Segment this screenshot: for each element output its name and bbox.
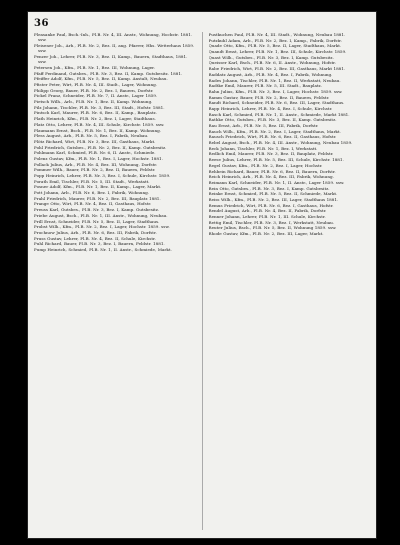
- directory-entry: Rehbein Richard, Bauer, Pl.B. Nr. 6, Bez. II, Bauern, Dorfstr.: [208, 168, 336, 174]
- directory-entry: Pleisener Joh., Arb., Pl.B. Nr. 2, Bez. II, ang. Pfarrer, Hhs. Wetterhaus 1859. ssw.: [34, 42, 195, 54]
- directory-entry: Posner Adolf, Kfm., Pl.B. Nr. 1, Bez. II, Kamp., Lager, Markt.: [34, 184, 162, 190]
- directory-entry: Rettig Emil, Tischler, Pl.B. Nr. 3, Bez. I, Werkstatt, Neubau.: [208, 219, 335, 225]
- directory-entry: Plaumann Ernst, Bsch., Pl.B. Nr. 1, Bez. II, Kamp. Wohnung.: [34, 127, 162, 133]
- directory-entry: Pfaff Ferdinand, Gutsbes., Pl.B. Nr. 3, Bez. II, Kamp. Gutsbesitz. 1881.: [34, 70, 183, 76]
- directory-entry: Prochnow Julius, Arb., Pl.B. Nr. 6, Bez. III, Fabrik, Dorfstr.: [34, 229, 157, 235]
- directory-entry: Rahn Julius, Kfm., Pl.B. Nr. 3, Bez. I, Lager, Hochstr. 1859. ssw.: [208, 88, 343, 94]
- directory-entry: Rein Otto, Gutsbes., Pl.B. Nr. 3, Bez. I, Kamp. Gutsbesitz.: [208, 185, 330, 191]
- directory-entry: Pilz Johann, Tischler, Pl.B. Nr. 3, Bez. III, Stadt., Hofstr. 1881.: [34, 104, 165, 110]
- directory-entry: Puhl Richard, Bauer, Pl.B. Nr. 3, Bez. I, Bauern, Feldstr. 1881.: [34, 241, 165, 247]
- directory-entry: Pruss Gustav, Lehrer, Pl.B. Nr. 4, Bez. II, Schule, Kirchstr.: [34, 235, 156, 241]
- directory-entry: Reinke Ernst, Schmied, Pl.B. Nr. 5, Bez. II, Schmiede, Markt.: [208, 191, 338, 197]
- directory-entry: Raddatz August, Arb., Pl.B. Nr. 4, Bez. I, Fabrik, Wohnung.: [208, 71, 333, 77]
- directory-entry: Platz Otto, Lehrer, Pl.B. Nr. 4, III. Schule, Kirchstr. 1859. ssw.: [34, 121, 165, 127]
- directory-entry: Pintsch Karl, Maurer, Pl.B. Nr. 6, Bez. II, Kamp., Bauplatz.: [34, 110, 157, 116]
- directory-entry: Rasch Karl, Schmied, Pl.B. Nr. 1, II. Anstr., Schmiede, Markt 1881.: [208, 111, 350, 117]
- directory-entry: Reimann Karl, Schneider, Pl.B. Nr. 1, II. Anstr., Lager 1859. ssw.: [208, 179, 345, 185]
- directory-entry: Rathke Otto, Gutsbes., Pl.B. Nr. 3, Bez. II, Kamp. Gutsbesitz.: [208, 117, 337, 123]
- directory-entry: Quade Otto, Kfm., Pl.B. Nr. 5, Bez. II, Lager, Stadthaus, Markt.: [208, 43, 342, 49]
- directory-entry: Quandt Ernst, Lehrer, Pl.B. Nr. 1, Bez. III, Schule, Kirchstr. 1859.: [208, 49, 347, 55]
- directory-entry: Popp Heinrich, Lehrer, Pl.B. Nr. 3, Bez. I, Schule, Kirchstr. 1859.: [34, 173, 171, 179]
- document-page: [28, 12, 376, 538]
- directory-entry: Ramm Gustav, Bauer, Pl.B. Nr. 2, Bez. II, Bauern, Feldstr.: [208, 94, 330, 100]
- directory-entry: Pollack Julius, Arb., Pl.B. Nr. 4, Bez. III, Wohnung, Dorfstr.: [34, 161, 158, 167]
- directory-entry: Plötz Richard, Wirt, Pl.B. Nr. 3, Bez. III, Gasthaus, Markt.: [34, 138, 156, 144]
- directory-entry: Rau Ernst, Arb., Pl.B. Nr. 5, Bez. III, Fabrik, Dorfstr.: [208, 123, 319, 128]
- column-divider: [202, 32, 203, 530]
- directory-entry: Reck Johann, Tischler, Pl.B. Nr. 1, Bez. I, Werkstatt.: [208, 145, 318, 151]
- directory-entry: Rauch Wilh., Kfm., Pl.B. Nr. 2, Bez. I, Lager, Stadthaus, Markt.: [208, 128, 341, 134]
- directory-entry: Rendel August, Arb., Pl.B. Nr. 4, Bez. II, Fabrik, Dorfstr.: [208, 208, 327, 214]
- directory-entry: Randt Richard, Schneider, Pl.B. Nr. 6, Bez. III, Lager, Stadthaus.: [208, 100, 345, 106]
- right-column: [209, 32, 371, 530]
- directory-entry: Priebe August, Bsch., Pl.B. Nr. 1, III. Anstr., Wohnung, Neubau.: [34, 212, 168, 218]
- directory-entry: Quast Wilh., Gutsbes., Pl.B. Nr. 3, Bez. I, Kamp. Gutsbesitz.: [208, 54, 334, 60]
- directory-entry: Pohl Friedrich, Gutsbes., Pl.B. Nr. 2, Bez. II, Kamp. Gutsbesitz.: [34, 144, 167, 150]
- directory-entry: Polenz Gustav, Kfm., Pl.B. Nr. 1, Bez. I, Lager, Hochstr. 1881.: [34, 155, 163, 161]
- directory-entry: Pfister Peter, Wirt, Pl.B. Nr. 4, III. Stadt., Lager, Wohnung.: [34, 82, 158, 88]
- directory-entry: Rabe Friedrich, Wirt, Pl.B. Nr. 2, Bez. III, Gasthaus, Markt 1881.: [208, 66, 346, 72]
- directory-columns: [34, 32, 370, 530]
- page-number: 36: [34, 18, 49, 29]
- directory-entry: Pohlmann Karl, Schmied, Pl.B. Nr. 6, II. Anstr., Schmiede.: [34, 150, 156, 156]
- directory-entry: Plath Heinrich, Kfm., Pl.B. Nr. 2, Bez. I, Lager, Stadthaus.: [34, 116, 156, 122]
- directory-entry: Rhode Gustav, Kfm., Pl.B. Nr. 2, Bez. III, Lager, Markt.: [208, 231, 324, 237]
- directory-entry: Pleasanke Paul, Bsch.-Inh., Pl.B. Nr. 4, III. Anstr., Wohnung, Hochstr. 1881. ssw.: [34, 32, 193, 43]
- directory-entry: Prill Ernst, Schneider, Pl.B. Nr. 5, Bez. II, Lager, Stadthaus.: [34, 218, 160, 224]
- directory-entry: Regel Gustav, Kfm., Pl.B. Nr. 2, Bez. I, Lager, Hochstr.: [208, 162, 323, 168]
- directory-entry: Remus Friedrich, Wirt, Pl.B. Nr. 6, Bez. I, Gasthaus, Hofstr.: [208, 202, 334, 208]
- directory-entry: Pless August, Arb., Pl.B. Nr. 5, Bez. I, Fabrik, Neubau.: [34, 133, 149, 139]
- directory-entry: Philipp Georg, Bauer, Pl.B. Nr. 2, Bez. I, Bauern, Dorfstr.: [34, 87, 154, 93]
- directory-entry: Pfeiffer Adolf, Kfm., Pl.B. Nr. 5, Bez. II, Kamp. Anstalt, Neubau.: [34, 76, 168, 82]
- directory-entry: Rebel August, Bsch., Pl.B. Nr. 4, III. Anstr., Wohnung, Neubau 1859.: [208, 140, 353, 146]
- directory-entry: Reiss Wilh., Kfm., Pl.B. Nr. 2, Bez. III, Lager, Stadthaus 1881.: [208, 196, 339, 202]
- directory-entry: Pommer Wilh., Bauer, Pl.B. Nr. 2, Bez. II, Bauern, Feldstr.: [34, 167, 156, 173]
- directory-entry: Prange Otto, Wirt, Pl.B. Nr. 4, Bez. II, Gasthaus, Hofstr.: [34, 201, 152, 207]
- directory-entry: Queisser Karl, Bsch., Pl.B. Nr. 6, II. Anstr., Wohnung, Hofstr.: [208, 60, 336, 66]
- directory-entry: Rausch Friedrich, Wirt, Pl.B. Nr. 6, Bez. II, Gasthaus, Hofstr.: [208, 134, 337, 140]
- directory-entry: Rades Johann, Tischler, Pl.B. Nr. 1, Bez. II, Werkstatt, Neubau.: [208, 77, 341, 83]
- directory-entry: Reuter Julius, Bsch., Pl.B. Nr. 5, Bez. II, Wohnung 1859. ssw.: [208, 225, 337, 231]
- directory-entry: Probst Wilh., Kfm., Pl.B. Nr. 2, Bez. I, Lager, Hochstr. 1859. ssw.: [34, 224, 170, 230]
- directory-entry: Pump Heinrich, Schmied, Pl.B. Nr. 1, II. Anstr., Schmiede, Markt.: [34, 246, 172, 252]
- left-column: [34, 32, 196, 530]
- directory-entry: Penzer Joh., Lehrer, Pl.B. Nr. 3, Bez. II, Kamp., Bauern, Stadthaus, 1881. ssw.: [34, 53, 188, 65]
- directory-entry: Renner Johann, Lehrer, Pl.B. Nr. 1, III. Schule, Kirchstr.: [208, 214, 326, 219]
- directory-entry: Prahl Friedrich, Maurer, Pl.B. Nr. 2, Bez. III, Bauplatz 1881.: [34, 195, 161, 201]
- directory-entry: Pott Johann, Arb., Pl.B. Nr. 6, Bez. I, Fabrik, Wohnung.: [34, 190, 150, 196]
- directory-entry: Pustkuchen Paul, Pl.B. Nr. 4, III. Stadt., Wohnung, Neubau 1881.: [208, 32, 346, 37]
- directory-entry: Porath Emil, Tischler, Pl.B. Nr. 5, III. Stadt., Werkstatt.: [34, 178, 150, 184]
- directory-entry: Rapp Heinrich, Lehrer, Pl.B. Nr. 4, Bez. I, Schule, Kirchstr.: [208, 105, 333, 111]
- directory-entry: Radtke Emil, Maurer, Pl.B. Nr. 5, III. Stadt., Bauplatz.: [208, 83, 322, 89]
- directory-entry: Pickel Franz, Schneider, Pl.B. Nr. 7, II. Anstr., Lager 1859.: [34, 93, 158, 99]
- directory-entry: Reese Julius, Lehrer, Pl.B. Nr. 5, Bez. III, Schule, Kirchstr. 1881.: [208, 157, 344, 163]
- directory-entry: Putzkuhl Adam, Arb., Pl.B. Nr. 2, Bez. I, Kamp., Fabrik, Dorfstr.: [208, 37, 342, 43]
- directory-entry: Preuss Karl, Gutsbes., Pl.B. Nr. 3, Bez. I, Kamp. Gutsbesitz.: [34, 207, 160, 213]
- directory-entry: Petersen Joh., Kfm., Pl.B. Nr. 1, Bez. III, Wohnung, Lager.: [34, 64, 155, 70]
- directory-entry: Pietsch Wilh., Arb., Pl.B. Nr. 1, Bez. II, Kamp. Wohnung.: [34, 99, 153, 105]
- directory-entry: Redlich Emil, Maurer, Pl.B. Nr. 3, Bez. II, Bauplatz, Feldstr.: [208, 151, 334, 157]
- directory-entry: Reich Heinrich, Arb., Pl.B. Nr. 4, Bez. III, Fabrik, Wohnung.: [208, 174, 334, 180]
